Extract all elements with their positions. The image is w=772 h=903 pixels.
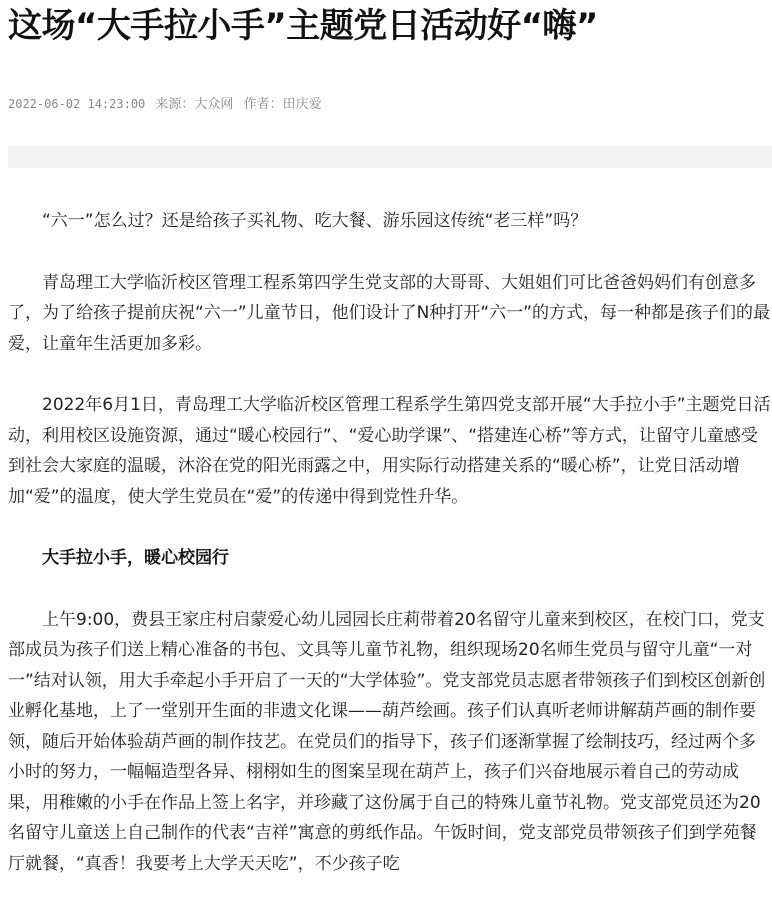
article-title: 这场“大手拉小手”主题党日活动好“嗨” <box>8 6 598 46</box>
article-meta <box>8 95 328 114</box>
paragraph-2: 青岛理工大学临沂校区管理工程系第四学生党支部的大哥哥、大姐姐们可比爸爸妈妈们有创意多了，为了给孩子提前庆祝“六一”儿童节日，他们设计了N种打开“六一”的方式，每一种都是孩子们的最爱，让童年生活更加多彩。 <box>8 272 770 354</box>
paragraph-5: 上午9:00，费县王家庄村启蒙爱心幼儿园园长庄莉带着20名留守儿童来到校区，在校门口，党支部成员为孩子们送上精心准备的书包、文具等儿童节礼物，组织现场20名师生党员与留守儿童“一对一”结对认领，用大手牵起小手开启了一天的“大学体验”。党支部党员志愿者带领孩子们到校区创新创业孵化基地，上了一堂别开生面的非遗文化课——葫芦绘画。孩子们认真听老师讲解葫芦画的制作要领，随后开始体验葫芦画的制作技艺。在党员们的指导下，孩子们逐渐掌握了绘制技巧，经过两个多小时的努力，一幅幅造型各异、栩栩如生的图案呈现在葫芦上，孩子们兴奋地展示着自己的劳动成果，用稚嫩的小手在作品上签上名字，并珍藏了这份属于自己的特殊儿童节礼物。党支部党员还为20名留守儿童送上自己制作的代表“吉祥”寓意的剪纸作品。午饭时间，党支部党员带领孩子们到学苑餐厅就餐，“真香！我要考上大学天天吃”，不少孩子吃 <box>8 609 766 874</box>
publish-date: 2022-06-02 14:23:00 <box>8 97 146 111</box>
article-author: 作者：田庆爱 <box>243 97 322 112</box>
section-heading: 大手拉小手，暖心校园行 <box>42 548 229 568</box>
article-body <box>8 206 772 903</box>
paragraph-intro: “六一”怎么过？还是给孩子买礼物、吃大餐、游乐园这传统“老三样”吗？ <box>42 211 588 231</box>
article-source: 来源：大众网 <box>155 97 234 112</box>
divider-bar <box>8 146 772 168</box>
paragraph-3: 2022年6月1日，青岛理工大学临沂校区管理工程系学生第四党支部开展“大手拉小手”主题党日活动，利用校区设施资源，通过“暖心校园行”、“爱心助学课”、“搭建连心桥”等方式，让留守儿童感受到社会大家庭的温暖，沐浴在党的阳光雨露之中，用实际行动搭建关系的“暖心桥”，让党日活动增加“爱”的温度，使大学生党员在“爱”的传递中得到党性升华。 <box>8 395 771 507</box>
